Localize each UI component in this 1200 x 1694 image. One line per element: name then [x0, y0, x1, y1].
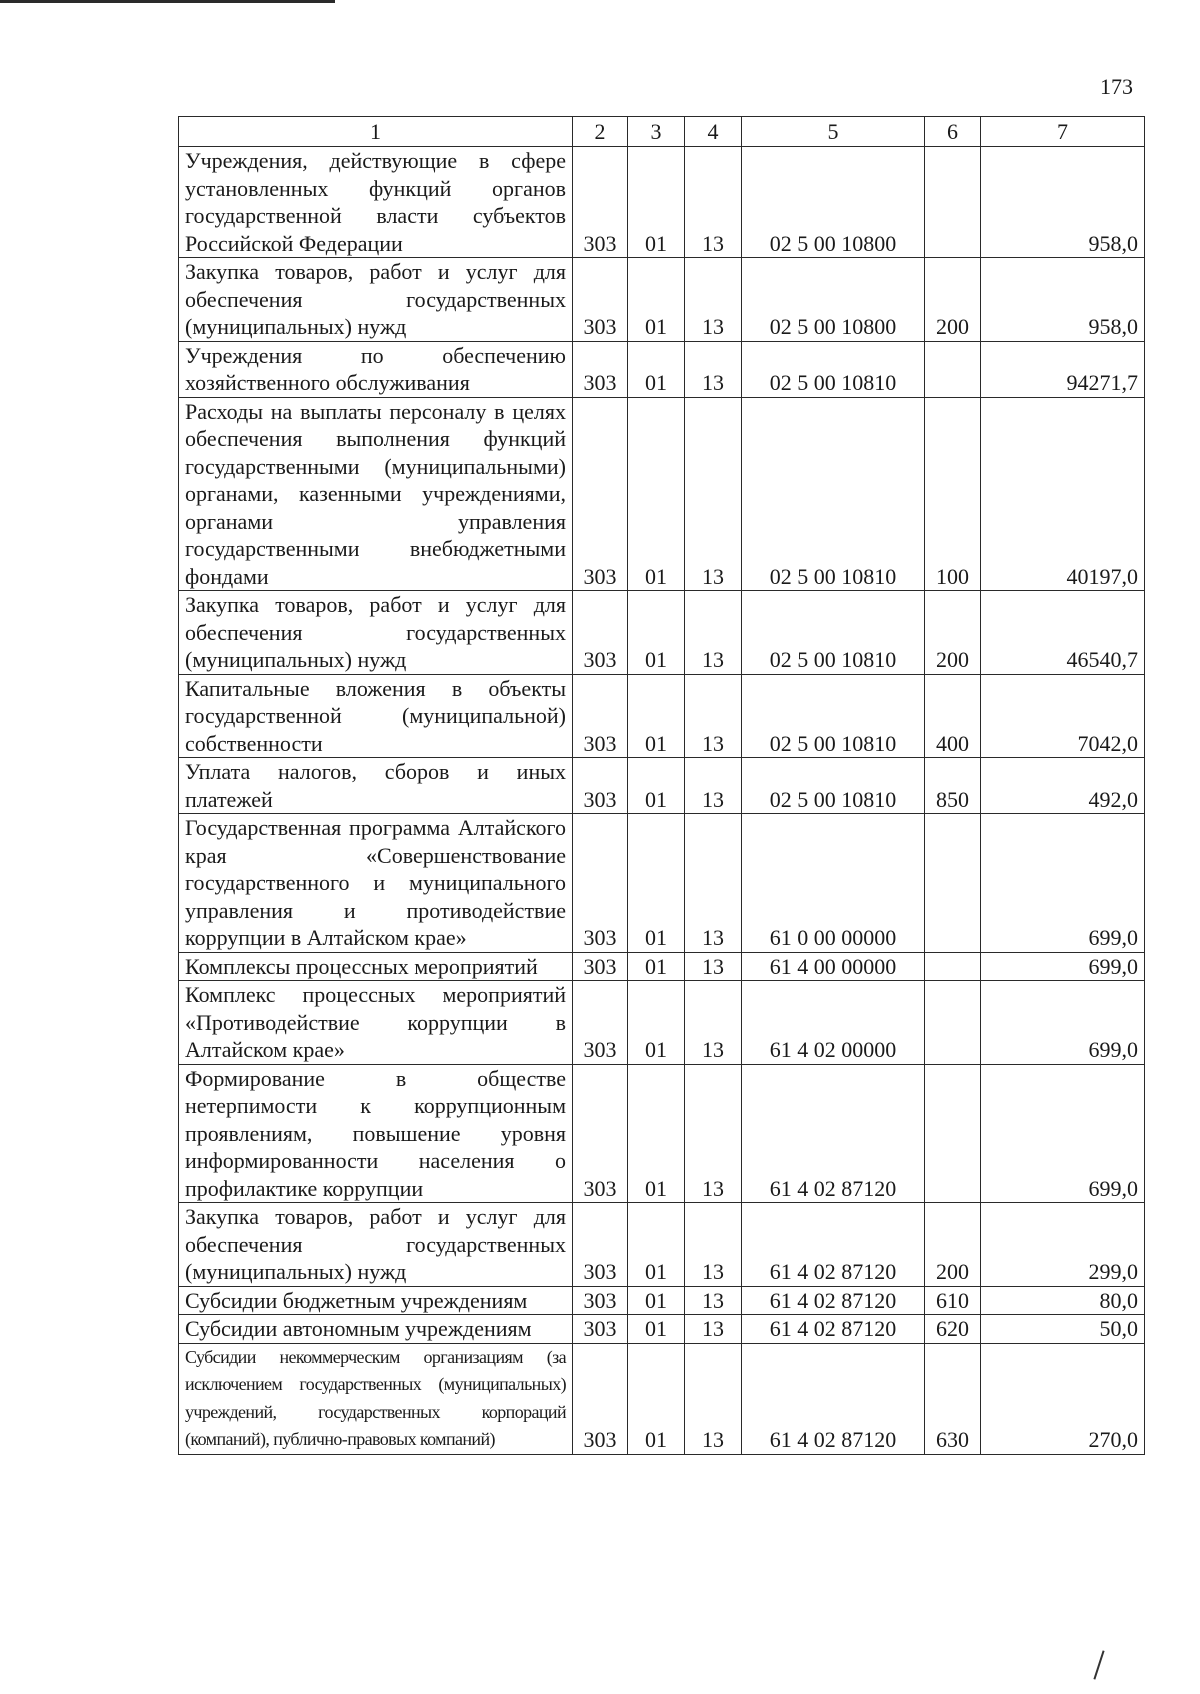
- row-code: 61 4 00 00000: [742, 952, 925, 981]
- row-col-3: 01: [628, 1343, 685, 1454]
- table-row: [179, 1315, 1145, 1344]
- row-amount: 958,0: [981, 258, 1145, 342]
- row-type: 200: [925, 1203, 981, 1287]
- row-amount: 7042,0: [981, 674, 1145, 758]
- table-row: [179, 591, 1145, 675]
- table-row: [179, 1064, 1145, 1203]
- row-col-4: 13: [685, 981, 742, 1065]
- budget-table: [178, 116, 1145, 1455]
- table-row: [179, 952, 1145, 981]
- row-code: 61 4 02 00000: [742, 981, 925, 1065]
- row-code: 02 5 00 10810: [742, 758, 925, 814]
- row-name: Учреждения по обеспечению хозяйственного обслуживания: [179, 341, 573, 397]
- row-name: Государственная программа Алтайского края «Совершенствование государственного и муниципального управления и противодействие коррупции в Алтайском крае»: [179, 814, 573, 953]
- row-code: 61 0 00 00000: [742, 814, 925, 953]
- row-name: Капитальные вложения в объекты государственной (муниципальной) собственности: [179, 674, 573, 758]
- row-col-4: 13: [685, 758, 742, 814]
- row-amount: 50,0: [981, 1315, 1145, 1344]
- row-type: [925, 952, 981, 981]
- row-col-2: 303: [573, 758, 628, 814]
- row-code: 02 5 00 10810: [742, 591, 925, 675]
- table-row: [179, 981, 1145, 1065]
- row-code: 02 5 00 10800: [742, 258, 925, 342]
- row-col-2: 303: [573, 1203, 628, 1287]
- row-type: 200: [925, 258, 981, 342]
- row-col-3: 01: [628, 1064, 685, 1203]
- row-amount: 492,0: [981, 758, 1145, 814]
- row-name: Субсидии некоммерческим организациям (за исключением государственных (муниципальных) учреждений, государственных корпораций (компаний), публично-правовых компаний): [179, 1343, 573, 1454]
- row-name: Учреждения, действующие в сфере установленных функций органов государственной власти субъектов Российской Федерации: [179, 147, 573, 258]
- header-col-1: 1: [179, 117, 573, 147]
- row-name: Расходы на выплаты персоналу в целях обеспечения выполнения функций государственными (муниципальными) органами, казенными учреждениями, органами управления государственными внебюджетными фондами: [179, 397, 573, 591]
- row-name: Закупка товаров, работ и услуг для обеспечения государственных (муниципальных) нужд: [179, 591, 573, 675]
- row-col-3: 01: [628, 591, 685, 675]
- row-type: 100: [925, 397, 981, 591]
- row-col-2: 303: [573, 1315, 628, 1344]
- row-col-3: 01: [628, 758, 685, 814]
- table-row: [179, 758, 1145, 814]
- row-amount: 699,0: [981, 952, 1145, 981]
- header-col-6: 6: [925, 117, 981, 147]
- row-code: 02 5 00 10810: [742, 674, 925, 758]
- row-name: Субсидии автономным учреждениям: [179, 1315, 573, 1344]
- row-amount: 94271,7: [981, 341, 1145, 397]
- table-row: [179, 147, 1145, 258]
- row-type: 620: [925, 1315, 981, 1344]
- header-col-3: 3: [628, 117, 685, 147]
- row-col-4: 13: [685, 591, 742, 675]
- header-col-2: 2: [573, 117, 628, 147]
- table-row: [179, 814, 1145, 953]
- row-col-3: 01: [628, 341, 685, 397]
- row-col-3: 01: [628, 814, 685, 953]
- row-type: 850: [925, 758, 981, 814]
- table-row: [179, 341, 1145, 397]
- row-type: 630: [925, 1343, 981, 1454]
- row-type: [925, 981, 981, 1065]
- row-col-3: 01: [628, 1315, 685, 1344]
- table-row: [179, 1286, 1145, 1315]
- row-col-3: 01: [628, 952, 685, 981]
- row-amount: 80,0: [981, 1286, 1145, 1315]
- row-amount: 699,0: [981, 814, 1145, 953]
- row-type: 610: [925, 1286, 981, 1315]
- row-code: 02 5 00 10800: [742, 147, 925, 258]
- row-col-4: 13: [685, 1315, 742, 1344]
- row-col-2: 303: [573, 147, 628, 258]
- row-col-4: 13: [685, 814, 742, 953]
- table-row: [179, 674, 1145, 758]
- row-col-2: 303: [573, 1064, 628, 1203]
- row-type: [925, 814, 981, 953]
- row-col-2: 303: [573, 952, 628, 981]
- row-code: 02 5 00 10810: [742, 341, 925, 397]
- row-code: 61 4 02 87120: [742, 1203, 925, 1287]
- row-col-2: 303: [573, 981, 628, 1065]
- row-code: 61 4 02 87120: [742, 1315, 925, 1344]
- row-col-4: 13: [685, 1343, 742, 1454]
- row-col-3: 01: [628, 147, 685, 258]
- row-code: 61 4 02 87120: [742, 1286, 925, 1315]
- row-col-2: 303: [573, 397, 628, 591]
- row-amount: 958,0: [981, 147, 1145, 258]
- row-name: Комплекс процессных мероприятий «Противодействие коррупции в Алтайском крае»: [179, 981, 573, 1065]
- row-type: 200: [925, 591, 981, 675]
- page-number: 173: [1100, 74, 1133, 99]
- header-row: [179, 117, 1145, 147]
- row-name: Уплата налогов, сборов и иных платежей: [179, 758, 573, 814]
- row-col-3: 01: [628, 397, 685, 591]
- row-col-4: 13: [685, 952, 742, 981]
- row-name: Субсидии бюджетным учреждениям: [179, 1286, 573, 1315]
- row-col-4: 13: [685, 397, 742, 591]
- row-code: 61 4 02 87120: [742, 1343, 925, 1454]
- row-name: Закупка товаров, работ и услуг для обеспечения государственных (муниципальных) нужд: [179, 258, 573, 342]
- row-col-4: 13: [685, 147, 742, 258]
- row-col-3: 01: [628, 674, 685, 758]
- row-col-4: 13: [685, 1286, 742, 1315]
- row-amount: 299,0: [981, 1203, 1145, 1287]
- table-row: [179, 1203, 1145, 1287]
- row-name: Закупка товаров, работ и услуг для обеспечения государственных (муниципальных) нужд: [179, 1203, 573, 1287]
- table-row: [179, 1343, 1145, 1454]
- row-amount: 270,0: [981, 1343, 1145, 1454]
- row-name: Формирование в обществе нетерпимости к коррупционным проявлениям, повышение уровня информированности населения о профилактике коррупции: [179, 1064, 573, 1203]
- row-col-2: 303: [573, 1343, 628, 1454]
- table-body: [179, 147, 1145, 1455]
- row-amount: 40197,0: [981, 397, 1145, 591]
- row-type: [925, 341, 981, 397]
- top-rule: [0, 0, 335, 3]
- row-code: 61 4 02 87120: [742, 1064, 925, 1203]
- row-type: [925, 1064, 981, 1203]
- row-col-4: 13: [685, 674, 742, 758]
- row-col-2: 303: [573, 674, 628, 758]
- row-col-2: 303: [573, 814, 628, 953]
- handwritten-tick-mark: [1093, 1650, 1104, 1679]
- row-col-3: 01: [628, 1203, 685, 1287]
- header-col-7: 7: [981, 117, 1145, 147]
- row-amount: 699,0: [981, 1064, 1145, 1203]
- row-col-4: 13: [685, 1203, 742, 1287]
- row-col-2: 303: [573, 258, 628, 342]
- header-col-4: 4: [685, 117, 742, 147]
- row-col-3: 01: [628, 981, 685, 1065]
- row-type: 400: [925, 674, 981, 758]
- row-amount: 699,0: [981, 981, 1145, 1065]
- row-name: Комплексы процессных мероприятий: [179, 952, 573, 981]
- row-col-2: 303: [573, 1286, 628, 1315]
- row-col-4: 13: [685, 258, 742, 342]
- row-col-4: 13: [685, 1064, 742, 1203]
- row-col-3: 01: [628, 1286, 685, 1315]
- table-row: [179, 258, 1145, 342]
- row-col-2: 303: [573, 341, 628, 397]
- row-col-3: 01: [628, 258, 685, 342]
- row-type: [925, 147, 981, 258]
- row-col-2: 303: [573, 591, 628, 675]
- row-col-4: 13: [685, 341, 742, 397]
- row-code: 02 5 00 10810: [742, 397, 925, 591]
- table-row: [179, 397, 1145, 591]
- row-amount: 46540,7: [981, 591, 1145, 675]
- header-col-5: 5: [742, 117, 925, 147]
